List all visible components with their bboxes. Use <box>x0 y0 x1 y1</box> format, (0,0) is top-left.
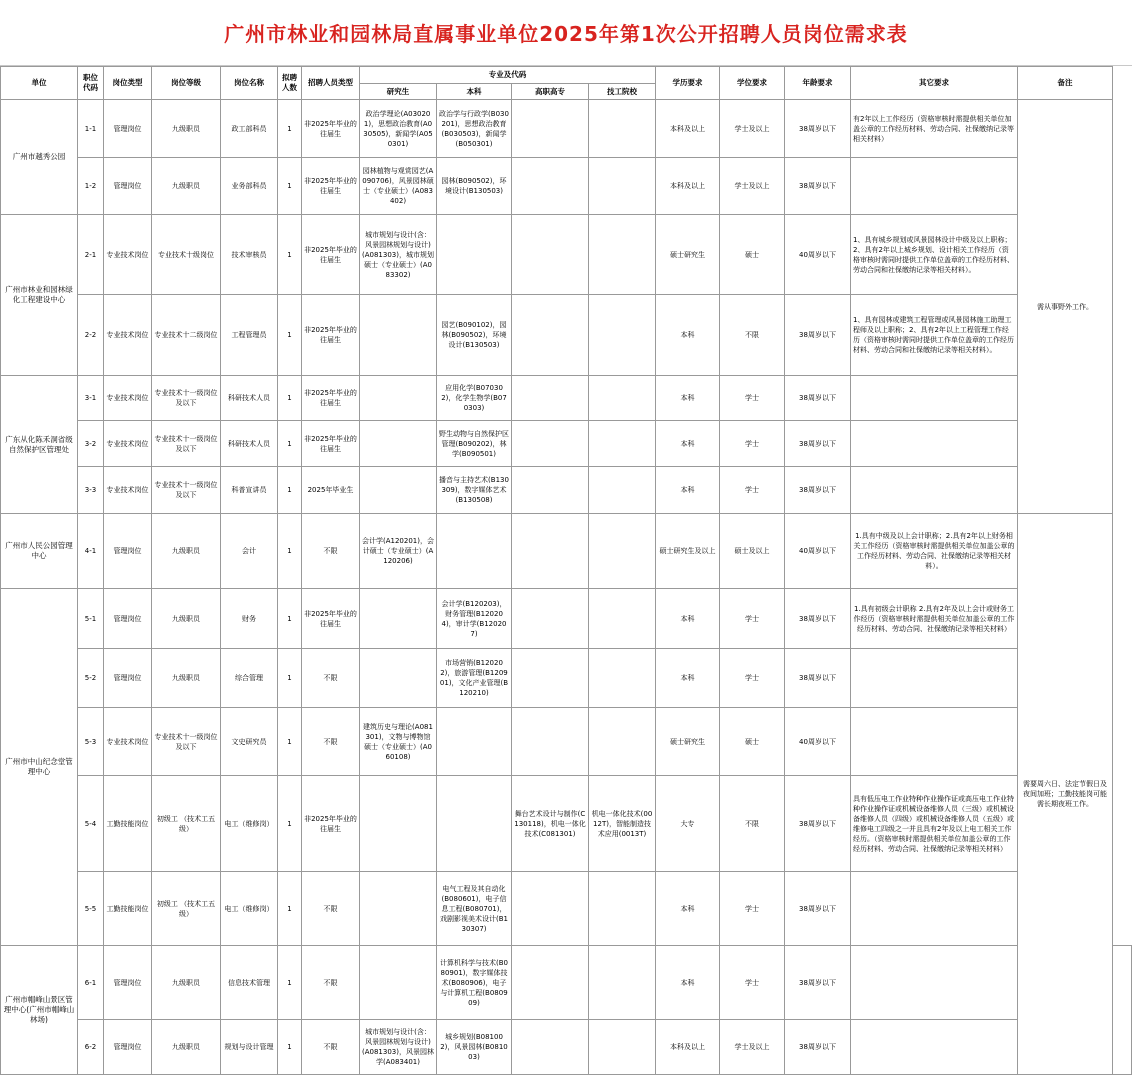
col-post-type: 岗位类型 <box>104 67 152 100</box>
age-cell: 38周岁以下 <box>785 776 851 872</box>
table-row <box>1 467 1132 514</box>
unit-cell: 广州市越秀公园 <box>1 100 78 215</box>
higher-voc-major-cell <box>512 514 589 589</box>
degree-cell: 学士及以上 <box>720 1020 785 1075</box>
remark-cell-empty <box>1113 946 1132 1075</box>
code-cell: 2-1 <box>78 215 104 295</box>
post-level-cell: 九级职员 <box>152 100 221 158</box>
col-edu: 学历要求 <box>656 67 720 100</box>
tech-school-major-cell <box>589 1020 656 1075</box>
tech-school-major-cell <box>589 649 656 708</box>
post-type-cell: 管理岗位 <box>104 158 152 215</box>
code-cell: 6-1 <box>78 946 104 1020</box>
code-cell: 1-2 <box>78 158 104 215</box>
age-cell: 40周岁以下 <box>785 708 851 776</box>
recruit-type-cell: 非2025年毕业的往届生 <box>302 776 360 872</box>
count-cell: 1 <box>278 649 302 708</box>
post-name-cell: 科研技术人员 <box>221 376 278 421</box>
code-cell: 3-3 <box>78 467 104 514</box>
age-cell: 38周岁以下 <box>785 467 851 514</box>
degree-cell: 学士及以上 <box>720 158 785 215</box>
count-cell: 1 <box>278 872 302 946</box>
degree-cell: 学士 <box>720 649 785 708</box>
table-row <box>1 589 1132 649</box>
count-cell: 1 <box>278 776 302 872</box>
edu-cell: 本科 <box>656 295 720 376</box>
post-name-cell: 科普宣讲员 <box>221 467 278 514</box>
table-row <box>1 708 1132 776</box>
higher-voc-major-cell <box>512 872 589 946</box>
age-cell: 38周岁以下 <box>785 1020 851 1075</box>
unit-cell: 广州市帽峰山景区管理中心(广州市帽峰山林场) <box>1 946 78 1075</box>
tech-school-major-cell <box>589 946 656 1020</box>
col-post-name: 岗位名称 <box>221 67 278 100</box>
degree-cell: 学士及以上 <box>720 100 785 158</box>
undergrad-major-cell: 政治学与行政学(B030201)，思想政治教育(B030503)，新闻学(B050301) <box>437 100 512 158</box>
unit-cell: 广州市人民公园管理中心 <box>1 514 78 589</box>
age-cell: 38周岁以下 <box>785 589 851 649</box>
post-type-cell: 专业技术岗位 <box>104 295 152 376</box>
post-level-cell: 专业技术十一级岗位及以下 <box>152 376 221 421</box>
recruit-type-cell: 不限 <box>302 514 360 589</box>
age-cell: 38周岁以下 <box>785 946 851 1020</box>
recruit-type-cell: 不限 <box>302 1020 360 1075</box>
table-row <box>1 946 1132 1020</box>
post-name-cell: 电工（维修岗） <box>221 872 278 946</box>
undergrad-major-cell: 野生动物与自然保护区管理(B090202)，林学(B090501) <box>437 421 512 467</box>
unit-cell: 广东从化陈禾洞省级自然保护区管理处 <box>1 376 78 514</box>
grad-major-cell <box>360 467 437 514</box>
recruit-type-cell: 非2025年毕业的往届生 <box>302 215 360 295</box>
grad-major-cell: 城市规划与设计(含：风景园林规划与设计)(A081303)，城市规划硕士（专业硕士）(A083302) <box>360 215 437 295</box>
post-level-cell: 初级工 （技术工五级） <box>152 872 221 946</box>
tech-school-major-cell <box>589 708 656 776</box>
code-cell: 1-1 <box>78 100 104 158</box>
post-name-cell: 科研技术人员 <box>221 421 278 467</box>
post-name-cell: 规划与设计管理 <box>221 1020 278 1075</box>
col-degree: 学位要求 <box>720 67 785 100</box>
post-type-cell: 专业技术岗位 <box>104 467 152 514</box>
age-cell: 38周岁以下 <box>785 376 851 421</box>
other-req-cell: 1、具有园林或建筑工程管理或风景园林施工助理工程师及以上职称；2、具有2年以上工程管理工作经历（资格审核时需同时提供工作单位盖章的工作经历材料、劳动合同和社保缴纳记录等相关材料）。 <box>851 295 1018 376</box>
code-cell: 4-1 <box>78 514 104 589</box>
code-cell: 3-1 <box>78 376 104 421</box>
table-row <box>1 100 1132 158</box>
undergrad-major-cell <box>437 215 512 295</box>
table-row <box>1 514 1132 589</box>
other-req-cell: 1.具有初级会计职称 2.具有2年及以上会计或财务工作经历（资格审核时需提供相关单位加盖公章的工作经历材料、劳动合同、社保缴纳记录等相关材料） <box>851 589 1018 649</box>
tech-school-major-cell: 机电一体化技术(0012T)，智能制造技术应用(0013T) <box>589 776 656 872</box>
grad-major-cell: 城市规划与设计(含：风景园林规划与设计)(A081303)，风景园林学(A083401) <box>360 1020 437 1075</box>
higher-voc-major-cell <box>512 376 589 421</box>
table-row <box>1 158 1132 215</box>
age-cell: 38周岁以下 <box>785 421 851 467</box>
edu-cell: 本科 <box>656 589 720 649</box>
tech-school-major-cell <box>589 215 656 295</box>
col-grad: 研究生 <box>360 84 437 100</box>
post-name-cell: 工程管理员 <box>221 295 278 376</box>
tech-school-major-cell <box>589 589 656 649</box>
higher-voc-major-cell <box>512 589 589 649</box>
col-remark: 备注 <box>1018 67 1113 100</box>
recruit-type-cell: 2025年毕业生 <box>302 467 360 514</box>
higher-voc-major-cell <box>512 100 589 158</box>
count-cell: 1 <box>278 215 302 295</box>
post-level-cell: 九级职员 <box>152 649 221 708</box>
grad-major-cell <box>360 776 437 872</box>
post-type-cell: 管理岗位 <box>104 1020 152 1075</box>
undergrad-major-cell <box>437 776 512 872</box>
other-req-cell <box>851 467 1018 514</box>
recruit-type-cell: 非2025年毕业的往届生 <box>302 421 360 467</box>
post-name-cell: 电工（维修岗） <box>221 776 278 872</box>
recruit-type-cell: 不限 <box>302 708 360 776</box>
post-level-cell: 九级职员 <box>152 158 221 215</box>
recruit-type-cell: 非2025年毕业的往届生 <box>302 589 360 649</box>
other-req-cell <box>851 946 1018 1020</box>
code-cell: 5-3 <box>78 708 104 776</box>
table-row <box>1 649 1132 708</box>
tech-school-major-cell <box>589 872 656 946</box>
undergrad-major-cell: 播音与主持艺术(B130309)，数字媒体艺术(B130508) <box>437 467 512 514</box>
code-cell: 5-4 <box>78 776 104 872</box>
recruit-type-cell: 不限 <box>302 872 360 946</box>
table-row <box>1 1020 1132 1075</box>
col-major-group: 专业及代码 <box>360 67 656 84</box>
post-level-cell: 专业技术十一级岗位及以下 <box>152 421 221 467</box>
undergrad-major-cell <box>437 514 512 589</box>
recruit-type-cell: 不限 <box>302 649 360 708</box>
degree-cell: 不限 <box>720 776 785 872</box>
post-level-cell: 专业技术十级岗位 <box>152 215 221 295</box>
count-cell: 1 <box>278 946 302 1020</box>
table-row <box>1 872 1132 946</box>
code-cell: 6-2 <box>78 1020 104 1075</box>
recruitment-table <box>0 66 1132 1075</box>
unit-cell: 广州市林业和园林绿化工程建设中心 <box>1 215 78 376</box>
grad-major-cell: 政治学理论(A030201)，思想政治教育(A030505)，新闻学(A050301) <box>360 100 437 158</box>
grad-major-cell <box>360 376 437 421</box>
undergrad-major-cell: 园艺(B090102)，园林(B090502)，环境设计(B130503) <box>437 295 512 376</box>
edu-cell: 本科 <box>656 421 720 467</box>
higher-voc-major-cell <box>512 946 589 1020</box>
post-type-cell: 管理岗位 <box>104 946 152 1020</box>
edu-cell: 硕士研究生 <box>656 215 720 295</box>
count-cell: 1 <box>278 514 302 589</box>
grad-major-cell <box>360 872 437 946</box>
tech-school-major-cell <box>589 295 656 376</box>
table-row <box>1 776 1132 872</box>
age-cell: 38周岁以下 <box>785 872 851 946</box>
edu-cell: 本科 <box>656 467 720 514</box>
post-level-cell: 初级工 （技术工五级） <box>152 776 221 872</box>
higher-voc-major-cell <box>512 467 589 514</box>
tech-school-major-cell <box>589 467 656 514</box>
page-title: 广州市林业和园林局直属事业单位2025年第1次公开招聘人员岗位需求表 <box>0 0 1132 66</box>
post-type-cell: 专业技术岗位 <box>104 215 152 295</box>
col-tech-school: 技工院校 <box>589 84 656 100</box>
undergrad-major-cell: 计算机科学与技术(B080901)，数字媒体技术(B080906)，电子与计算机工程(B080909) <box>437 946 512 1020</box>
code-cell: 2-2 <box>78 295 104 376</box>
grad-major-cell <box>360 589 437 649</box>
recruit-type-cell: 非2025年毕业的往届生 <box>302 376 360 421</box>
degree-cell: 硕士 <box>720 708 785 776</box>
age-cell: 40周岁以下 <box>785 514 851 589</box>
recruit-type-cell: 非2025年毕业的往届生 <box>302 295 360 376</box>
tech-school-major-cell <box>589 158 656 215</box>
other-req-cell: 具有低压电工作业特种作业操作证或高压电工作业特种作业操作证或机械设备维修人员（三级）或机械设备维修人员（四级）或机械设备维修人员（五级）或维修电工四级之一并且具有2年及以上电工相关工作经历。（资格审核时需提供相关单位加盖公章的工作经历材料、劳动合同、社保缴纳记录等相关材料） <box>851 776 1018 872</box>
tech-school-major-cell <box>589 100 656 158</box>
post-level-cell: 专业技术十二级岗位 <box>152 295 221 376</box>
code-cell: 5-2 <box>78 649 104 708</box>
age-cell: 40周岁以下 <box>785 215 851 295</box>
other-req-cell <box>851 872 1018 946</box>
remark-cell: 需要周六日、法定节假日及夜间加班；工勤技能岗可能需长期夜班工作。 <box>1018 514 1113 1075</box>
higher-voc-major-cell <box>512 649 589 708</box>
other-req-cell: 1.具有中级及以上会计职称；2.具有2年以上财务相关工作经历（资格审核时需提供相关单位加盖公章的工作经历材料、劳动合同、社保缴纳记录等相关材料）。 <box>851 514 1018 589</box>
edu-cell: 本科 <box>656 376 720 421</box>
degree-cell: 不限 <box>720 295 785 376</box>
age-cell: 38周岁以下 <box>785 100 851 158</box>
degree-cell: 硕士 <box>720 215 785 295</box>
grad-major-cell: 建筑历史与理论(A081301)，文物与博物馆硕士（专业硕士）(A060108) <box>360 708 437 776</box>
table-row <box>1 215 1132 295</box>
col-other: 其它要求 <box>851 67 1018 100</box>
degree-cell: 学士 <box>720 872 785 946</box>
degree-cell: 学士 <box>720 589 785 649</box>
count-cell: 1 <box>278 421 302 467</box>
undergrad-major-cell <box>437 708 512 776</box>
other-req-cell <box>851 158 1018 215</box>
post-level-cell: 九级职员 <box>152 946 221 1020</box>
other-req-cell <box>851 649 1018 708</box>
tech-school-major-cell <box>589 421 656 467</box>
col-higher-voc: 高职高专 <box>512 84 589 100</box>
post-name-cell: 财务 <box>221 589 278 649</box>
edu-cell: 硕士研究生及以上 <box>656 514 720 589</box>
edu-cell: 本科及以上 <box>656 158 720 215</box>
age-cell: 38周岁以下 <box>785 649 851 708</box>
count-cell: 1 <box>278 158 302 215</box>
post-type-cell: 工勤技能岗位 <box>104 776 152 872</box>
other-req-cell: 1、具有城乡规划或风景园林设计中级及以上职称；2、具有2年以上城乡规划、设计相关工作经历（资格审核时需同时提供工作单位盖章的工作经历材料、劳动合同和社保缴纳记录等相关材料）。 <box>851 215 1018 295</box>
count-cell: 1 <box>278 467 302 514</box>
higher-voc-major-cell <box>512 158 589 215</box>
edu-cell: 本科 <box>656 649 720 708</box>
post-level-cell: 九级职员 <box>152 589 221 649</box>
grad-major-cell <box>360 946 437 1020</box>
higher-voc-major-cell: 舞台艺术设计与制作(C130118)，机电一体化技术(C081301) <box>512 776 589 872</box>
post-name-cell: 文史研究员 <box>221 708 278 776</box>
degree-cell: 学士 <box>720 421 785 467</box>
post-name-cell: 会计 <box>221 514 278 589</box>
higher-voc-major-cell <box>512 421 589 467</box>
count-cell: 1 <box>278 1020 302 1075</box>
post-type-cell: 工勤技能岗位 <box>104 872 152 946</box>
count-cell: 1 <box>278 100 302 158</box>
other-req-cell <box>851 708 1018 776</box>
post-level-cell: 九级职员 <box>152 514 221 589</box>
post-type-cell: 管理岗位 <box>104 100 152 158</box>
other-req-cell <box>851 1020 1018 1075</box>
degree-cell: 学士 <box>720 467 785 514</box>
degree-cell: 硕士及以上 <box>720 514 785 589</box>
undergrad-major-cell: 会计学(B120203)，财务管理(B120204)，审计学(B120207) <box>437 589 512 649</box>
post-type-cell: 管理岗位 <box>104 649 152 708</box>
higher-voc-major-cell <box>512 1020 589 1075</box>
remark-cell: 需从事野外工作。 <box>1018 100 1113 514</box>
recruit-type-cell: 不限 <box>302 946 360 1020</box>
code-cell: 3-2 <box>78 421 104 467</box>
col-undergrad: 本科 <box>437 84 512 100</box>
post-name-cell: 信息技术管理 <box>221 946 278 1020</box>
table-row <box>1 376 1132 421</box>
undergrad-major-cell: 园林(B090502)，环境设计(B130503) <box>437 158 512 215</box>
post-type-cell: 专业技术岗位 <box>104 376 152 421</box>
col-code: 职位代码 <box>78 67 104 100</box>
post-type-cell: 专业技术岗位 <box>104 708 152 776</box>
count-cell: 1 <box>278 376 302 421</box>
undergrad-major-cell: 电气工程及其自动化(B080601)，电子信息工程(B080701)，戏剧影视美术设计(B130307) <box>437 872 512 946</box>
count-cell: 1 <box>278 708 302 776</box>
col-recruit-type: 招聘人员类型 <box>302 67 360 100</box>
grad-major-cell: 园林植物与观赏园艺(A090706)，风景园林硕士（专业硕士）(A083402) <box>360 158 437 215</box>
edu-cell: 大专 <box>656 776 720 872</box>
tech-school-major-cell <box>589 514 656 589</box>
count-cell: 1 <box>278 589 302 649</box>
undergrad-major-cell: 城乡规划(B081002)，风景园林(B081003) <box>437 1020 512 1075</box>
higher-voc-major-cell <box>512 708 589 776</box>
recruit-type-cell: 非2025年毕业的往届生 <box>302 158 360 215</box>
edu-cell: 本科 <box>656 946 720 1020</box>
table-row <box>1 421 1132 467</box>
post-type-cell: 管理岗位 <box>104 589 152 649</box>
post-name-cell: 技术审核员 <box>221 215 278 295</box>
unit-cell: 广州市中山纪念堂管理中心 <box>1 589 78 946</box>
col-age: 年龄要求 <box>785 67 851 100</box>
undergrad-major-cell: 市场营销(B120202)，旅游管理(B120901)，文化产业管理(B120210) <box>437 649 512 708</box>
degree-cell: 学士 <box>720 376 785 421</box>
col-post-level: 岗位等级 <box>152 67 221 100</box>
grad-major-cell <box>360 295 437 376</box>
grad-major-cell: 会计学(A120201)，会计硕士（专业硕士）(A120206) <box>360 514 437 589</box>
code-cell: 5-5 <box>78 872 104 946</box>
edu-cell: 本科及以上 <box>656 100 720 158</box>
post-name-cell: 政工部科员 <box>221 100 278 158</box>
other-req-cell: 有2年以上工作经历（资格审核时需提供相关单位加盖公章的工作经历材料、劳动合同、社保缴纳记录等相关材料） <box>851 100 1018 158</box>
degree-cell: 学士 <box>720 946 785 1020</box>
tech-school-major-cell <box>589 376 656 421</box>
table-row <box>1 295 1132 376</box>
age-cell: 38周岁以下 <box>785 295 851 376</box>
col-count: 拟聘人数 <box>278 67 302 100</box>
undergrad-major-cell: 应用化学(B070302)，化学生物学(B070303) <box>437 376 512 421</box>
post-type-cell: 专业技术岗位 <box>104 421 152 467</box>
grad-major-cell <box>360 649 437 708</box>
age-cell: 38周岁以下 <box>785 158 851 215</box>
recruit-type-cell: 非2025年毕业的往届生 <box>302 100 360 158</box>
post-type-cell: 管理岗位 <box>104 514 152 589</box>
edu-cell: 硕士研究生 <box>656 708 720 776</box>
post-level-cell: 专业技术十一级岗位及以下 <box>152 708 221 776</box>
count-cell: 1 <box>278 295 302 376</box>
col-unit: 单位 <box>1 67 78 100</box>
grad-major-cell <box>360 421 437 467</box>
higher-voc-major-cell <box>512 295 589 376</box>
post-name-cell: 综合管理 <box>221 649 278 708</box>
edu-cell: 本科 <box>656 872 720 946</box>
other-req-cell <box>851 376 1018 421</box>
post-name-cell: 业务部科员 <box>221 158 278 215</box>
post-level-cell: 九级职员 <box>152 1020 221 1075</box>
code-cell: 5-1 <box>78 589 104 649</box>
post-level-cell: 专业技术十一级岗位及以下 <box>152 467 221 514</box>
other-req-cell <box>851 421 1018 467</box>
higher-voc-major-cell <box>512 215 589 295</box>
edu-cell: 本科及以上 <box>656 1020 720 1075</box>
